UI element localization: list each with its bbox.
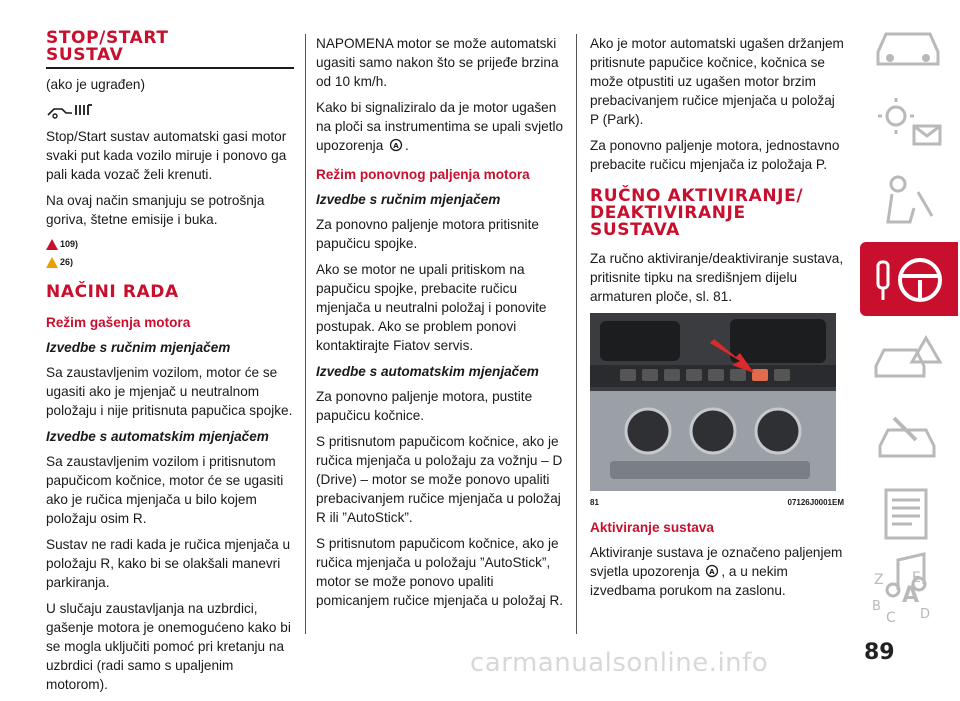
index-icon (860, 562, 958, 636)
column-divider-2 (576, 34, 577, 634)
manual-fail-text: Ako se motor ne upali pritiskom na papučicu spojke, prebacite ručicu mjenjača u neutralni položaj i ponovite postupak. Ako se problem ponovi kontaktirajte Fiatov servis. (316, 262, 547, 353)
car-dashboard-icon (860, 8, 958, 82)
spec-sheet-icon (860, 476, 958, 550)
svg-text:B: B (872, 599, 881, 614)
manual-activation-text: Za ručno aktiviranje/deaktiviranje sustava, pritisnite tipku na središnjem dijelu armaturen ploče, sl. 81. (590, 251, 844, 304)
auto-off-text: Ako je motor automatski ugašen držanjem pritisnute papučice kočnice, kočnica se može otpustiti uz ugašen motor brzim prebacivanjem ručice mjenjača u položaj P (Park). (590, 36, 844, 127)
wrench-car-icon (860, 398, 958, 472)
tab-starting-driving[interactable] (860, 242, 958, 316)
subtitle: (ako je ugrađen) (46, 77, 145, 92)
warning-ref-2: 26) (46, 254, 294, 270)
svg-text:A: A (393, 142, 399, 150)
caution-triangle-icon (46, 257, 58, 268)
svg-text:E: E (912, 570, 921, 586)
tab-maintenance[interactable] (860, 398, 958, 472)
auto-gearbox-heading: Izvedbe s automatskim mjenjačem (46, 429, 269, 444)
figure-code: 07126J0001EM (787, 498, 844, 507)
section-title-line2: SUSTAV (46, 45, 124, 65)
subheading-activation: Aktiviranje sustava (590, 520, 714, 535)
svg-text:D: D (920, 607, 931, 622)
manual-restart-text: Za ponovno paljenje motora pritisnite papučicu spojke. (316, 217, 539, 251)
subheading-shutdown: Režim gašenja motora (46, 315, 191, 330)
svg-text:Z: Z (874, 572, 884, 588)
watermark: carmanualsonline.info (470, 648, 769, 678)
auto-gearbox-heading-2: Izvedbe s automatskim mjenjačem (316, 364, 539, 379)
figure-caption (590, 493, 844, 512)
center-console-illustration (590, 313, 836, 491)
chapter-sidebar (854, 0, 960, 679)
manual-gearbox-heading: Izvedbe s ručnim mjenjačem (46, 340, 231, 355)
parking-text: Sustav ne radi kada je ručica mjenjača u položaju R, kako bi se olakšali manevri parkiranja. (46, 537, 291, 590)
signal-text: Kako bi signaliziralo da je motor ugašen na ploči sa instrumentima se upali svjetlo upozorenja A . (316, 100, 564, 153)
stop-start-symbol (46, 101, 294, 121)
auto-gearbox-text: Sa zaustavljenim vozilom i pritisnutom papučicom kočnice, motor će se ugasiti ako je ručica mjenjača u bilo kojem položaju osim R. (46, 454, 284, 526)
tab-seats-safety[interactable] (860, 164, 958, 238)
dashboard-figure (590, 313, 836, 491)
auto-stop-warning-icon (387, 138, 405, 152)
drive-text: S pritisnutom papučicom kočnice, ako je ručica mjenjača u položaju za vožnju – D (Drive) – motor se može ponovo upaliti prebacivanjem ručice mjenjača u položaj R ili ”AutoStick”. (316, 434, 563, 525)
manual-gearbox-text: Sa zaustavljenim vozilom, motor će se ugasiti ako je mjenjač u neutralnom položaju i nije pritisnuta papučica spojke. (46, 365, 293, 418)
column-divider-1 (305, 34, 306, 634)
page-number: 89 (864, 640, 895, 665)
svg-text:A: A (902, 583, 920, 608)
car-exhaust-icon (46, 101, 96, 119)
manual-gearbox-heading-2: Izvedbe s ručnim mjenjačem (316, 192, 501, 207)
title-rule (46, 67, 294, 69)
tab-emergency[interactable] (860, 320, 958, 394)
manual-activation-heading: RUČNO AKTIVIRANJE/ DEAKTIVIRANJE SUSTAVA (590, 186, 804, 240)
warning-ref-1: 109) (46, 236, 294, 252)
intro-paragraph-2: Na ovaj način smanjuju se potrošnja goriva, štetne emisije i buka. (46, 193, 265, 227)
tab-warning-lights[interactable] (860, 86, 958, 160)
auto-stop-warning-icon (703, 564, 721, 578)
activation-text: Aktiviranje sustava je označeno paljenjem svjetla upozorenja A , a u nekim izvedbama porukom na zaslonu. (590, 545, 843, 598)
section-title-line1: STOP/START (46, 28, 169, 48)
note-text: NAPOMENA motor se može automatski ugasiti samo nakon što se prijeđe brzina od 10 km/h. (316, 36, 559, 89)
column-3 (590, 34, 844, 607)
auto-restart-text: Za ponovno paljenje motora, pustite papučicu kočnice. (316, 389, 533, 423)
figure-label: 81 (590, 498, 599, 507)
seats-safety-icon (860, 164, 958, 238)
warning-triangle-icon (46, 239, 58, 250)
svg-text:C: C (886, 610, 896, 626)
heading-modes: NAČINI RADA (46, 282, 179, 302)
hill-text: U slučaju zaustavljanja na uzbrdici, gašenje motora je onemogućeno kako bi se mogla uključiti pomoć pri kretanju na uzbrdici (radi samo s upaljenim motorom). (46, 601, 291, 692)
subheading-restart: Režim ponovnog paljenja motora (316, 167, 530, 182)
svg-text:A: A (709, 568, 716, 576)
tab-index[interactable] (860, 562, 958, 636)
car-crash-icon (860, 320, 958, 394)
tab-dashboard[interactable] (860, 8, 958, 82)
tab-technical-data[interactable] (860, 476, 958, 550)
column-2 (316, 34, 566, 617)
steering-key-icon (860, 242, 958, 316)
warning-lights-icon (860, 86, 958, 160)
restart-p-text: Za ponovno paljenje motora, jednostavno prebacite ručicu mjenjača iz položaja P. (590, 138, 840, 172)
column-1 (46, 30, 294, 701)
autostick-text: S pritisnutom papučicom kočnice, ako je ručica mjenjača u položaju ”AutoStick”, motor se može ponovo upaliti pomicanjem ručice mjenjača u položaj R. (316, 536, 564, 608)
intro-paragraph-1: Stop/Start sustav automatski gasi motor svaki put kada vozilo miruje i ponovo ga pali kada vozač želi krenuti. (46, 129, 287, 182)
